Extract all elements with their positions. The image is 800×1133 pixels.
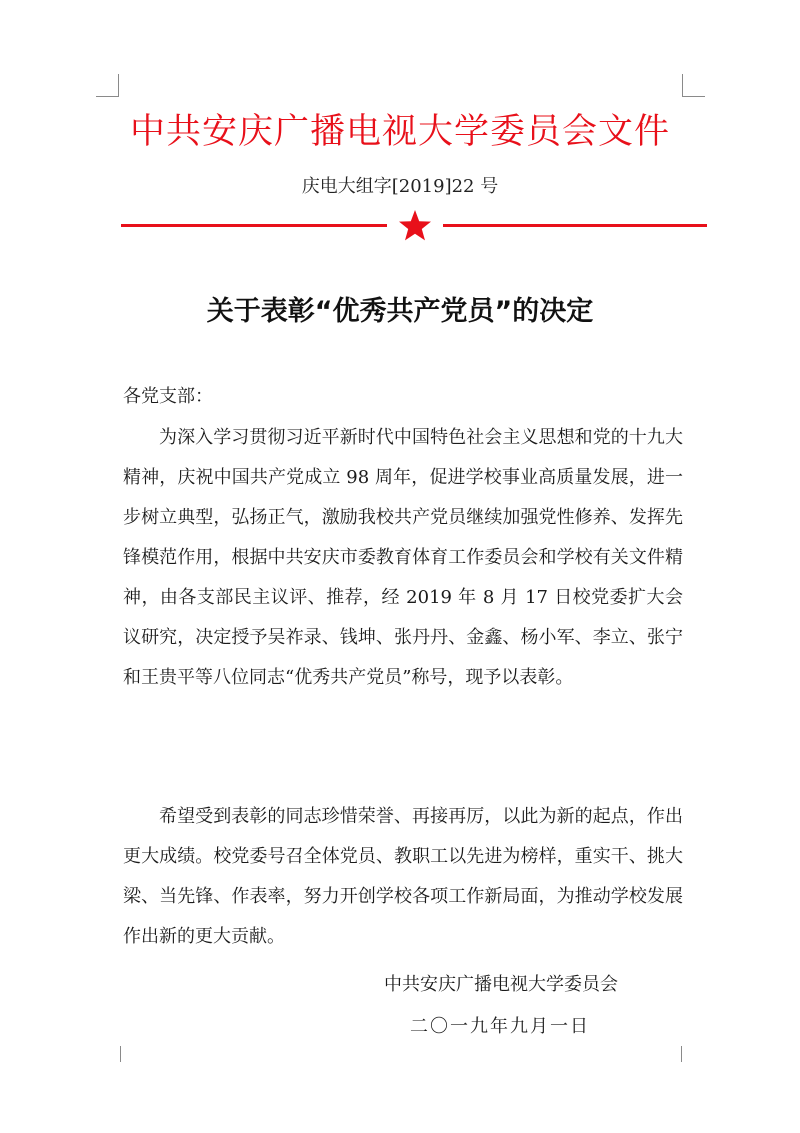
- document-title: 关于表彰“优秀共产党员”的决定: [206, 296, 594, 327]
- signature-organization: 中共安庆广播电视大学委员会: [384, 974, 618, 995]
- red-divider-left: [121, 224, 387, 227]
- page-corner-mark-top-right: [682, 74, 705, 97]
- page-corner-mark-top-left: [96, 74, 119, 97]
- body-paragraph-1: 为深入学习贯彻习近平新时代中国特色社会主义思想和党的十九大精神，庆祝中国共产党成立 98 周年，促进学校事业高质量发展，进一步树立典型，弘扬正气，激励我校共产党员继续加强党性修养、发挥先锋模范作用，根据中共安庆市委教育体育工作委员会和学校有关文件精神，由各支部民主议评、推荐，经 2019 年 8 月 17 日校党委扩大会议研究，决定授予吴祚录、钱坤、张丹丹、金鑫、杨小军、李立、张宁和王贵平等八位同志“优秀共产党员”称号，现予以表彰。: [123, 427, 683, 688]
- red-star-icon: [397, 208, 433, 244]
- salutation: 各党支部：: [123, 386, 213, 407]
- page-corner-mark-bottom-left: [120, 1046, 122, 1062]
- page-corner-mark-bottom-right: [681, 1046, 683, 1062]
- body-paragraph-2: 希望受到表彰的同志珍惜荣誉、再接再厉，以此为新的起点，作出更大成绩。校党委号召全体党员、教职工以先进为榜样，重实干、挑大梁、当先锋、作表率，努力开创学校各项工作新局面，为推动学校发展作出新的更大贡献。: [123, 806, 683, 947]
- signature-date: 二〇一九年九月一日: [410, 1016, 590, 1037]
- document-number: 庆电大组字[2019]22 号: [301, 176, 499, 197]
- document-header-title: 中共安庆广播电视大学委员会文件: [129, 112, 670, 152]
- red-divider-right: [443, 224, 707, 227]
